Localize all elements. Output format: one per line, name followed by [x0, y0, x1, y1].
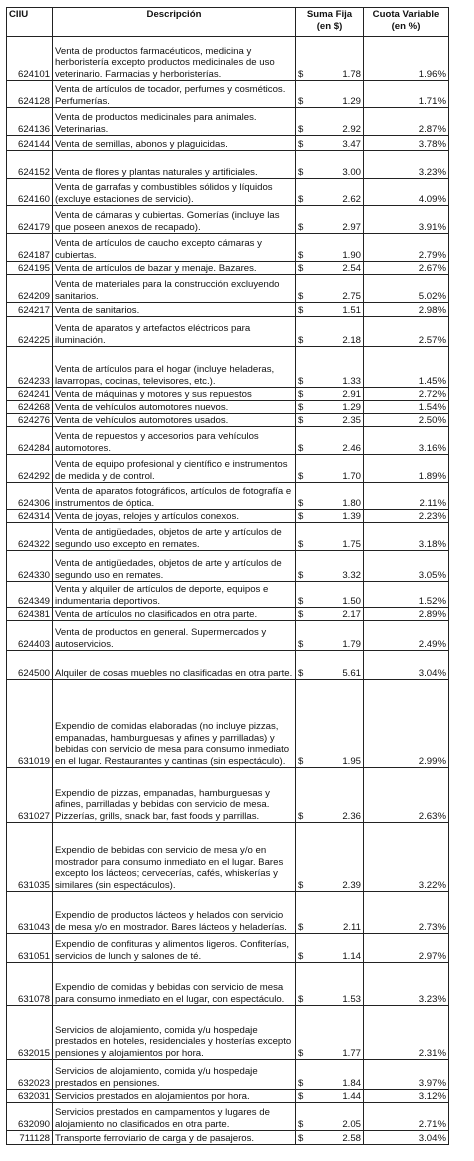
currency-symbol: $	[298, 68, 304, 80]
ciiu-code: 631051	[7, 934, 53, 963]
cuota-variable-value: 2.67%	[364, 262, 449, 275]
cuota-variable-value: 2.79%	[364, 234, 449, 262]
cuota-variable-value: 3.23%	[364, 963, 449, 1006]
suma-fija-value: 1.75	[342, 538, 361, 550]
activity-description: Expendio de bebidas con servicio de mesa y/o en mostrador para consumo inmediato en el lugar. Bares excepto los lácteos; cervecerías, cafés, whiskerías y similares (sin espectáculos).	[53, 823, 296, 892]
currency-symbol: $	[298, 262, 304, 274]
cuota-variable-value: 1.71%	[364, 81, 449, 108]
suma-fija-value: 2.35	[342, 414, 361, 426]
ciiu-code: 632015	[7, 1006, 53, 1060]
suma-fija-cell	[296, 136, 364, 151]
ciiu-code: 624381	[7, 608, 53, 621]
header-ciiu: CIIU	[7, 8, 53, 37]
currency-symbol: $	[298, 879, 304, 891]
suma-fija-value: 1.39	[342, 510, 361, 522]
currency-symbol: $	[298, 921, 304, 933]
cuota-variable-value: 3.22%	[364, 823, 449, 892]
cuota-variable-value: 1.96%	[364, 37, 449, 81]
table-row	[7, 37, 449, 81]
activity-description: Venta de artículos de caucho excepto cámaras y cubiertas.	[53, 234, 296, 262]
ciiu-code: 624128	[7, 81, 53, 108]
activity-description: Venta de vehículos automotores nuevos.	[53, 401, 296, 414]
table-row	[7, 427, 449, 455]
ciiu-code: 624284	[7, 427, 53, 455]
currency-symbol: $	[298, 608, 304, 620]
suma-fija-cell	[296, 1060, 364, 1090]
suma-fija-value: 2.18	[342, 334, 361, 346]
cuota-variable-value: 1.89%	[364, 455, 449, 483]
table-row	[7, 234, 449, 262]
suma-fija-value: 2.92	[342, 123, 361, 135]
currency-symbol: $	[298, 755, 304, 767]
activity-description: Venta de artículos de bazar y menaje. Bazares.	[53, 262, 296, 275]
suma-fija-value: 1.29	[342, 401, 361, 413]
suma-fija-cell	[296, 303, 364, 317]
table-row	[7, 401, 449, 414]
activity-description: Venta de productos medicinales para animales. Veterinarias.	[53, 108, 296, 136]
activity-description: Expendio de confituras y alimentos ligeros. Confiterías, servicios de lunch y salones de té.	[53, 934, 296, 963]
cuota-variable-value: 1.45%	[364, 347, 449, 388]
cuota-variable-value: 2.89%	[364, 608, 449, 621]
ciiu-code: 631078	[7, 963, 53, 1006]
table-row	[7, 823, 449, 892]
cuota-variable-value: 2.73%	[364, 892, 449, 934]
suma-fija-value: 2.39	[342, 879, 361, 891]
activity-description: Servicios de alojamiento, comida y/u hospedaje prestados en hoteles, residenciales y hosterías excepto pensiones y alojamientos por hora.	[53, 1006, 296, 1060]
table-row	[7, 206, 449, 234]
ciiu-code: 624101	[7, 37, 53, 81]
ciiu-code: 624330	[7, 551, 53, 582]
currency-symbol: $	[298, 667, 304, 679]
activity-description: Venta de aparatos fotográficos, artículos de fotografía e instrumentos de óptica.	[53, 483, 296, 510]
currency-symbol: $	[298, 334, 304, 346]
ciiu-code: 632023	[7, 1060, 53, 1090]
activity-description: Servicios prestados en campamentos y lugares de alojamiento no clasificados en otra parte.	[53, 1103, 296, 1131]
suma-fija-cell	[296, 455, 364, 483]
suma-fija-cell	[296, 275, 364, 303]
table-row	[7, 551, 449, 582]
suma-fija-value: 3.47	[342, 138, 361, 150]
cuota-variable-value: 3.04%	[364, 651, 449, 680]
currency-symbol: $	[298, 375, 304, 387]
cuota-variable-value: 2.50%	[364, 414, 449, 427]
currency-symbol: $	[298, 193, 304, 205]
table-row	[7, 414, 449, 427]
header-suma-fija-line2: (en $)	[316, 20, 343, 32]
ciiu-code: 624217	[7, 303, 53, 317]
ciiu-code: 624403	[7, 621, 53, 651]
ciiu-code: 624322	[7, 523, 53, 551]
ciiu-code: 631019	[7, 680, 53, 768]
activity-description: Venta de semillas, abonos y plaguicidas.	[53, 136, 296, 151]
currency-symbol: $	[298, 414, 304, 426]
activity-description: Venta de artículos para el hogar (incluye heladeras, lavarropas, cocinas, televisores, etc.).	[53, 347, 296, 388]
suma-fija-value: 1.95	[342, 755, 361, 767]
suma-fija-value: 1.77	[342, 1047, 361, 1059]
activity-description: Venta de materiales para la construcción excluyendo sanitarios.	[53, 275, 296, 303]
cuota-variable-value: 3.97%	[364, 1060, 449, 1090]
activity-description: Expendio de productos lácteos y helados con servicio de mesa y/o en mostrador. Bares lácteos y heladerías.	[53, 892, 296, 934]
activity-description: Venta de antigüedades, objetos de arte y artículos de segundo uso en remates.	[53, 551, 296, 582]
cuota-variable-value: 3.05%	[364, 551, 449, 582]
table-row	[7, 455, 449, 483]
ciiu-code: 624314	[7, 510, 53, 523]
table-row	[7, 81, 449, 108]
currency-symbol: $	[298, 950, 304, 962]
cuota-variable-value: 2.72%	[364, 388, 449, 401]
ciiu-code: 624160	[7, 179, 53, 206]
currency-symbol: $	[298, 95, 304, 107]
suma-fija-value: 1.14	[342, 950, 361, 962]
currency-symbol: $	[298, 304, 304, 316]
currency-symbol: $	[298, 1132, 304, 1144]
currency-symbol: $	[298, 1077, 304, 1089]
currency-symbol: $	[298, 442, 304, 454]
suma-fija-value: 1.29	[342, 95, 361, 107]
activity-description: Venta de equipo profesional y científico e instrumentos de medida y de control.	[53, 455, 296, 483]
ciiu-code: 631027	[7, 768, 53, 823]
ciiu-code: 624241	[7, 388, 53, 401]
suma-fija-value: 1.44	[342, 1090, 361, 1102]
suma-fija-value: 2.11	[343, 921, 361, 933]
table-row	[7, 1131, 449, 1145]
suma-fija-value: 2.75	[342, 290, 361, 302]
currency-symbol: $	[298, 569, 304, 581]
currency-symbol: $	[298, 993, 304, 1005]
suma-fija-value: 1.80	[342, 497, 361, 509]
activity-description: Venta y alquiler de artículos de deporte, equipos e indumentaria deportivos.	[53, 582, 296, 608]
suma-fija-cell	[296, 388, 364, 401]
currency-symbol: $	[298, 401, 304, 413]
suma-fija-cell	[296, 317, 364, 347]
suma-fija-cell	[296, 551, 364, 582]
cuota-variable-value: 3.12%	[364, 1090, 449, 1103]
suma-fija-cell	[296, 81, 364, 108]
suma-fija-cell	[296, 768, 364, 823]
ciiu-code: 624268	[7, 401, 53, 414]
activity-description: Venta de antigüedades, objetos de arte y artículos de segundo uso excepto en remates.	[53, 523, 296, 551]
table-row	[7, 483, 449, 510]
ciiu-code: 624179	[7, 206, 53, 234]
currency-symbol: $	[298, 470, 304, 482]
currency-symbol: $	[298, 1090, 304, 1102]
currency-symbol: $	[298, 595, 304, 607]
cuota-variable-value: 2.87%	[364, 108, 449, 136]
table-row	[7, 1103, 449, 1131]
ciiu-code: 624233	[7, 347, 53, 388]
suma-fija-cell	[296, 1090, 364, 1103]
suma-fija-cell	[296, 651, 364, 680]
table-row	[7, 347, 449, 388]
cuota-variable-value: 2.63%	[364, 768, 449, 823]
suma-fija-cell	[296, 608, 364, 621]
table-row	[7, 1090, 449, 1103]
suma-fija-cell	[296, 523, 364, 551]
cuota-variable-value: 3.78%	[364, 136, 449, 151]
suma-fija-cell	[296, 680, 364, 768]
suma-fija-value: 2.54	[342, 262, 361, 274]
activity-description: Venta de cámaras y cubiertas. Gomerías (incluye las que poseen anexos de recapado).	[53, 206, 296, 234]
ciiu-code: 624152	[7, 151, 53, 179]
currency-symbol: $	[298, 638, 304, 650]
ciiu-code: 624500	[7, 651, 53, 680]
cuota-variable-value: 3.16%	[364, 427, 449, 455]
cuota-variable-value: 3.18%	[364, 523, 449, 551]
activity-description: Venta de vehículos automotores usados.	[53, 414, 296, 427]
currency-symbol: $	[298, 1118, 304, 1130]
cuota-variable-value: 2.98%	[364, 303, 449, 317]
cuota-variable-value: 3.04%	[364, 1131, 449, 1145]
activity-description: Venta de máquinas y motores y sus repuestos	[53, 388, 296, 401]
header-cuota-variable	[364, 8, 449, 37]
ciiu-code: 711128	[7, 1131, 53, 1145]
ciiu-code: 632090	[7, 1103, 53, 1131]
suma-fija-value: 2.62	[342, 193, 361, 205]
table-row	[7, 108, 449, 136]
activity-description: Venta de joyas, relojes y artículos conexos.	[53, 510, 296, 523]
suma-fija-value: 2.05	[342, 1118, 361, 1130]
ciiu-code: 624292	[7, 455, 53, 483]
ciiu-code: 624306	[7, 483, 53, 510]
ciiu-code: 632031	[7, 1090, 53, 1103]
table-row	[7, 1006, 449, 1060]
currency-symbol: $	[298, 290, 304, 302]
suma-fija-value: 2.97	[342, 221, 361, 233]
table-row	[7, 510, 449, 523]
currency-symbol: $	[298, 138, 304, 150]
currency-symbol: $	[298, 166, 304, 178]
suma-fija-value: 2.46	[342, 442, 361, 454]
currency-symbol: $	[298, 221, 304, 233]
currency-symbol: $	[298, 497, 304, 509]
table-row	[7, 136, 449, 151]
currency-symbol: $	[298, 123, 304, 135]
activity-description: Expendio de comidas y bebidas con servicio de mesa para consumo inmediato en el lugar, con espectáculo.	[53, 963, 296, 1006]
currency-symbol: $	[298, 510, 304, 522]
table-row	[7, 680, 449, 768]
suma-fija-value: 2.17	[342, 608, 361, 620]
table-row	[7, 151, 449, 179]
cuota-variable-value: 2.57%	[364, 317, 449, 347]
table-row	[7, 608, 449, 621]
table-row	[7, 317, 449, 347]
header-suma-fija-line1: Suma Fija	[306, 9, 353, 20]
tarifas-table	[6, 7, 449, 1145]
currency-symbol: $	[298, 388, 304, 400]
cuota-variable-value: 5.02%	[364, 275, 449, 303]
suma-fija-cell	[296, 206, 364, 234]
ciiu-code: 624225	[7, 317, 53, 347]
table-row	[7, 892, 449, 934]
suma-fija-value: 1.90	[342, 249, 361, 261]
suma-fija-value: 1.51	[342, 304, 361, 316]
suma-fija-value: 1.33	[342, 375, 361, 387]
table-row	[7, 582, 449, 608]
suma-fija-value: 5.61	[342, 667, 361, 679]
header-cuota-variable-line1: Cuota Variable	[372, 9, 440, 20]
cuota-variable-value: 4.09%	[364, 179, 449, 206]
activity-description: Venta de productos farmacéuticos, medicina y herboristería excepto productos medicinales de uso veterinario. Farmacias y herboristerías.	[53, 37, 296, 81]
currency-symbol: $	[298, 538, 304, 550]
cuota-variable-value: 2.99%	[364, 680, 449, 768]
currency-symbol: $	[298, 249, 304, 261]
suma-fija-cell	[296, 1006, 364, 1060]
cuota-variable-value: 3.23%	[364, 151, 449, 179]
header-row	[7, 8, 449, 37]
activity-description: Alquiler de cosas muebles no clasificadas en otra parte.	[53, 651, 296, 680]
cuota-variable-value: 2.23%	[364, 510, 449, 523]
suma-fija-value: 2.36	[342, 810, 361, 822]
activity-description: Venta de artículos de tocador, perfumes y cosméticos. Perfumerías.	[53, 81, 296, 108]
table-row	[7, 523, 449, 551]
suma-fija-cell	[296, 414, 364, 427]
suma-fija-cell	[296, 582, 364, 608]
suma-fija-value: 2.58	[342, 1132, 361, 1144]
ciiu-code: 624209	[7, 275, 53, 303]
suma-fija-cell	[296, 347, 364, 388]
activity-description: Venta de aparatos y artefactos eléctricos para iluminación.	[53, 317, 296, 347]
ciiu-code: 624136	[7, 108, 53, 136]
suma-fija-cell	[296, 621, 364, 651]
suma-fija-cell	[296, 108, 364, 136]
cuota-variable-value: 1.54%	[364, 401, 449, 414]
activity-description: Venta de garrafas y combustibles sólidos y líquidos (excluye estaciones de servicio).	[53, 179, 296, 206]
activity-description: Venta de productos en general. Supermercados y autoservicios.	[53, 621, 296, 651]
suma-fija-cell	[296, 1131, 364, 1145]
ciiu-code: 631043	[7, 892, 53, 934]
activity-description: Expendio de comidas elaboradas (no incluye pizzas, empanadas, hamburguesas y afines y parrilladas) y bebidas con servicio de mesa para consumo inmediato en el lugar. Restaurantes y cantinas (sin espectáculo).	[53, 680, 296, 768]
ciiu-code: 624144	[7, 136, 53, 151]
suma-fija-value: 1.70	[342, 470, 361, 482]
header-cuota-variable-line2: (en %)	[391, 20, 421, 32]
suma-fija-cell	[296, 934, 364, 963]
table-row	[7, 388, 449, 401]
table-row	[7, 303, 449, 317]
table-row	[7, 768, 449, 823]
suma-fija-cell	[296, 179, 364, 206]
suma-fija-cell	[296, 234, 364, 262]
table-row	[7, 621, 449, 651]
suma-fija-value: 3.32	[342, 569, 361, 581]
cuota-variable-value: 2.31%	[364, 1006, 449, 1060]
suma-fija-cell	[296, 510, 364, 523]
cuota-variable-value: 3.91%	[364, 206, 449, 234]
cuota-variable-value: 2.49%	[364, 621, 449, 651]
suma-fija-cell	[296, 892, 364, 934]
table-row	[7, 1060, 449, 1090]
activity-description: Venta de artículos no clasificados en otra parte.	[53, 608, 296, 621]
activity-description: Venta de repuestos y accesorios para vehículos automotores.	[53, 427, 296, 455]
ciiu-code: 624195	[7, 262, 53, 275]
suma-fija-cell	[296, 427, 364, 455]
header-suma-fija	[296, 8, 364, 37]
suma-fija-cell	[296, 1103, 364, 1131]
cuota-variable-value: 2.11%	[364, 483, 449, 510]
cuota-variable-value: 1.52%	[364, 582, 449, 608]
currency-symbol: $	[298, 810, 304, 822]
suma-fija-value: 1.78	[342, 68, 361, 80]
suma-fija-value: 1.84	[342, 1077, 361, 1089]
table-row	[7, 934, 449, 963]
ciiu-code: 624187	[7, 234, 53, 262]
suma-fija-cell	[296, 823, 364, 892]
cuota-variable-value: 2.97%	[364, 934, 449, 963]
suma-fija-value: 1.50	[342, 595, 361, 607]
suma-fija-cell	[296, 963, 364, 1006]
activity-description: Expendio de pizzas, empanadas, hamburguesas y afines, parrilladas y bebidas con servicio de mesa. Pizzerías, grills, snack bar, fast foods y parrillas.	[53, 768, 296, 823]
suma-fija-cell	[296, 37, 364, 81]
table-row	[7, 179, 449, 206]
suma-fija-value: 1.79	[342, 638, 361, 650]
suma-fija-cell	[296, 151, 364, 179]
table-body	[7, 37, 449, 1145]
activity-description: Servicios de alojamiento, comida y/u hospedaje prestados en pensiones.	[53, 1060, 296, 1090]
ciiu-code: 631035	[7, 823, 53, 892]
suma-fija-value: 3.00	[342, 166, 361, 178]
suma-fija-cell	[296, 262, 364, 275]
table-row	[7, 963, 449, 1006]
table-row	[7, 262, 449, 275]
table-row	[7, 651, 449, 680]
suma-fija-cell	[296, 401, 364, 414]
ciiu-code: 624276	[7, 414, 53, 427]
activity-description: Venta de flores y plantas naturales y artificiales.	[53, 151, 296, 179]
header-descripcion: Descripción	[53, 8, 296, 37]
suma-fija-cell	[296, 483, 364, 510]
cuota-variable-value: 2.71%	[364, 1103, 449, 1131]
activity-description: Transporte ferroviario de carga y de pasajeros.	[53, 1131, 296, 1145]
suma-fija-value: 2.91	[342, 388, 361, 400]
table-row	[7, 275, 449, 303]
ciiu-code: 624349	[7, 582, 53, 608]
currency-symbol: $	[298, 1047, 304, 1059]
activity-description: Venta de sanitarios.	[53, 303, 296, 317]
activity-description: Servicios prestados en alojamientos por hora.	[53, 1090, 296, 1103]
suma-fija-value: 1.53	[342, 993, 361, 1005]
